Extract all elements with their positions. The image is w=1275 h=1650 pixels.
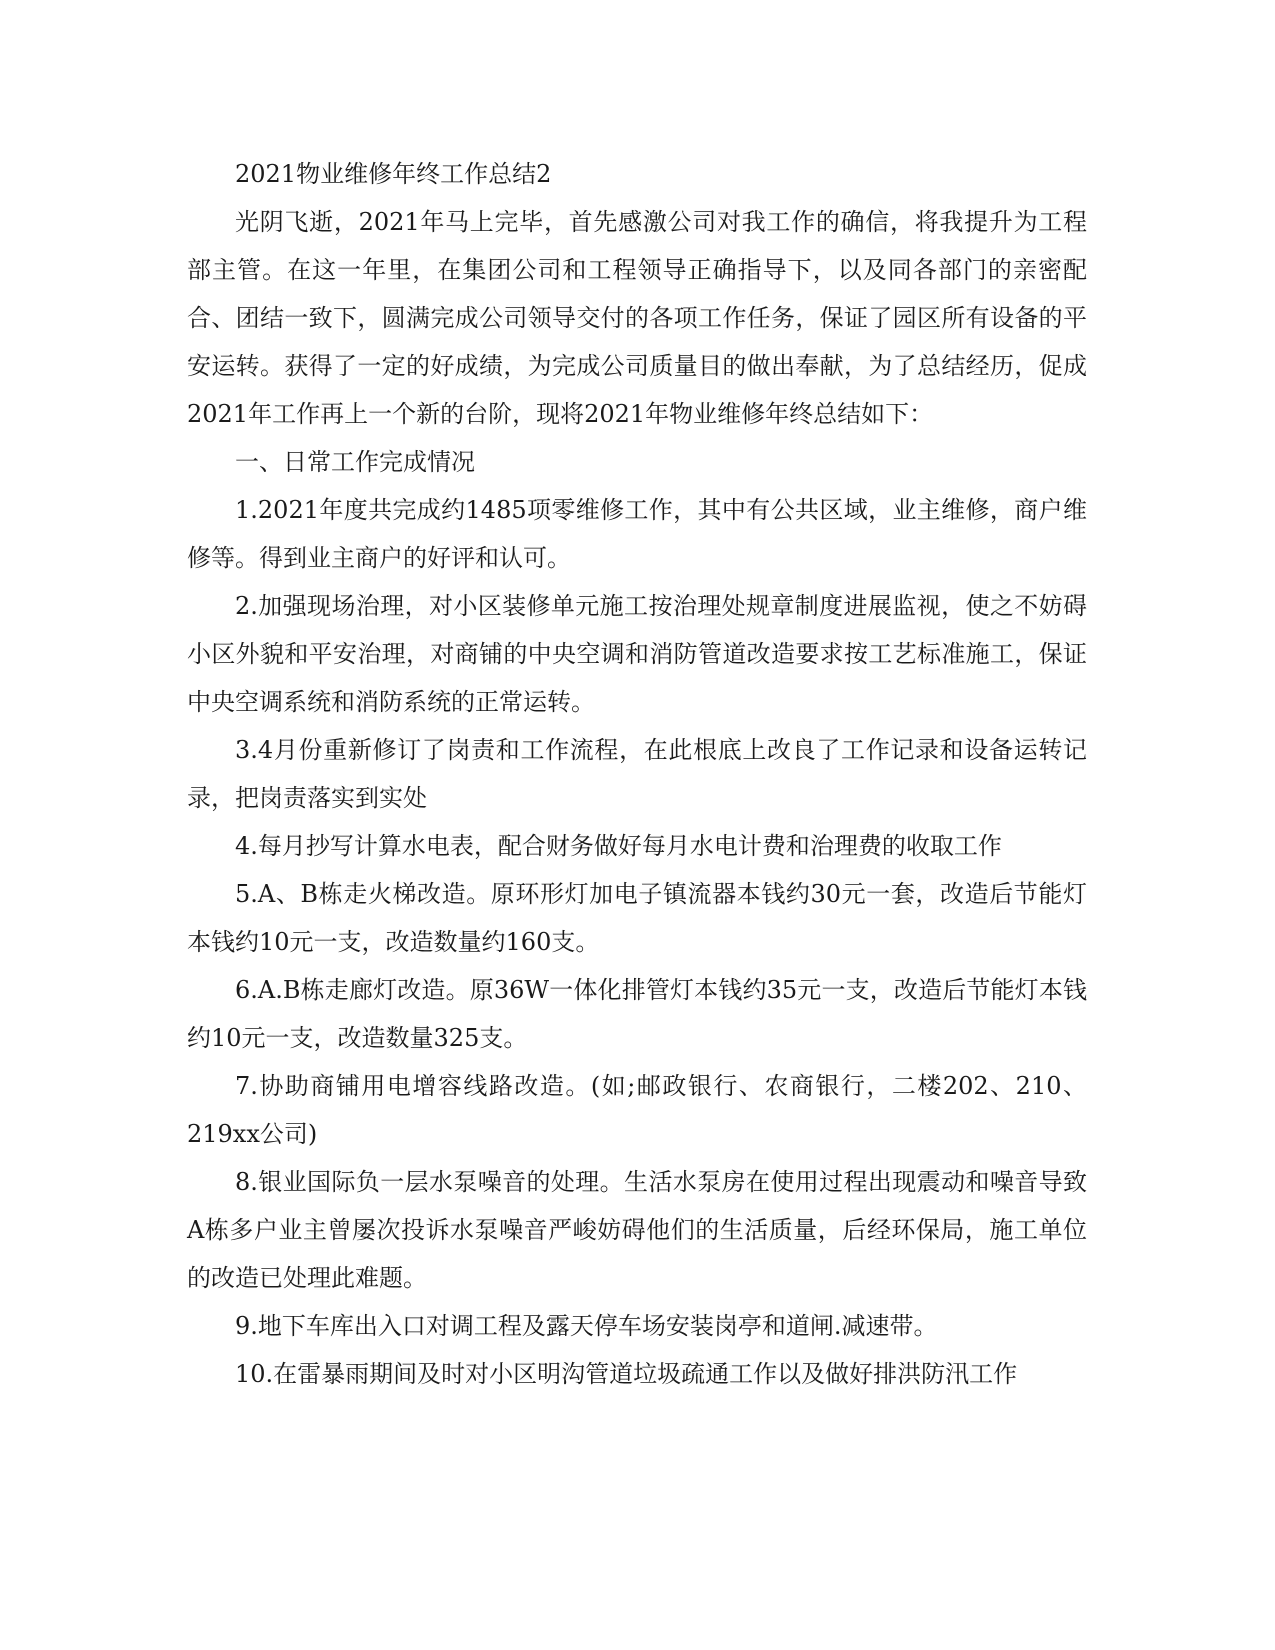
list-item: 7.协助商铺用电增容线路改造。(如;邮政银行、农商银行，二楼202、210、219xx公司) [187, 1072, 1087, 1148]
intro-paragraph: 光阴飞逝，2021年马上完毕，首先感激公司对我工作的确信，将我提升为工程部主管。在这一年里，在集团公司和工程领导正确指导下，以及同各部门的亲密配合、团结一致下，圆满完成公司领导交付的各项工作任务，保证了园区所有设备的平安运转。获得了一定的好成绩，为完成公司质量目的做出奉献，为了总结经历，促成2021年工作再上一个新的台阶，现将2021年物业维修年终总结如下： [187, 208, 1087, 428]
list-item: 5.A、B栋走火梯改造。原环形灯加电子镇流器本钱约30元一套，改造后节能灯本钱约10元一支，改造数量约160支。 [187, 880, 1087, 956]
list-item: 1.2021年度共完成约1485项零维修工作，其中有公共区域，业主维修，商户维修等。得到业主商户的好评和认可。 [187, 496, 1087, 572]
list-item: 6.A.B栋走廊灯改造。原36W一体化排管灯本钱约35元一支，改造后节能灯本钱约10元一支，改造数量325支。 [187, 976, 1087, 1052]
document-body [187, 150, 1087, 1398]
list-item: 8.银业国际负一层水泵噪音的处理。生活水泵房在使用过程出现震动和噪音导致A栋多户业主曾屡次投诉水泵噪音严峻妨碍他们的生活质量，后经环保局，施工单位的改造已处理此难题。 [187, 1168, 1087, 1292]
list-item: 3.4月份重新修订了岗责和工作流程，在此根底上改良了工作记录和设备运转记录，把岗责落实到实处 [187, 736, 1087, 812]
list-item: 4.每月抄写计算水电表，配合财务做好每月水电计费和治理费的收取工作 [235, 832, 1002, 860]
list-item: 9.地下车库出入口对调工程及露天停车场安装岗亭和道闸.减速带。 [235, 1312, 938, 1340]
section-heading: 一、日常工作完成情况 [235, 448, 475, 476]
document-title: 2021物业维修年终工作总结2 [235, 160, 552, 188]
list-item: 10.在雷暴雨期间及时对小区明沟管道垃圾疏通工作以及做好排洪防汛工作 [235, 1360, 1018, 1388]
list-item: 2.加强现场治理，对小区装修单元施工按治理处规章制度进展监视，使之不妨碍小区外貌和平安治理，对商铺的中央空调和消防管道改造要求按工艺标准施工，保证中央空调系统和消防系统的正常运转。 [187, 592, 1087, 716]
